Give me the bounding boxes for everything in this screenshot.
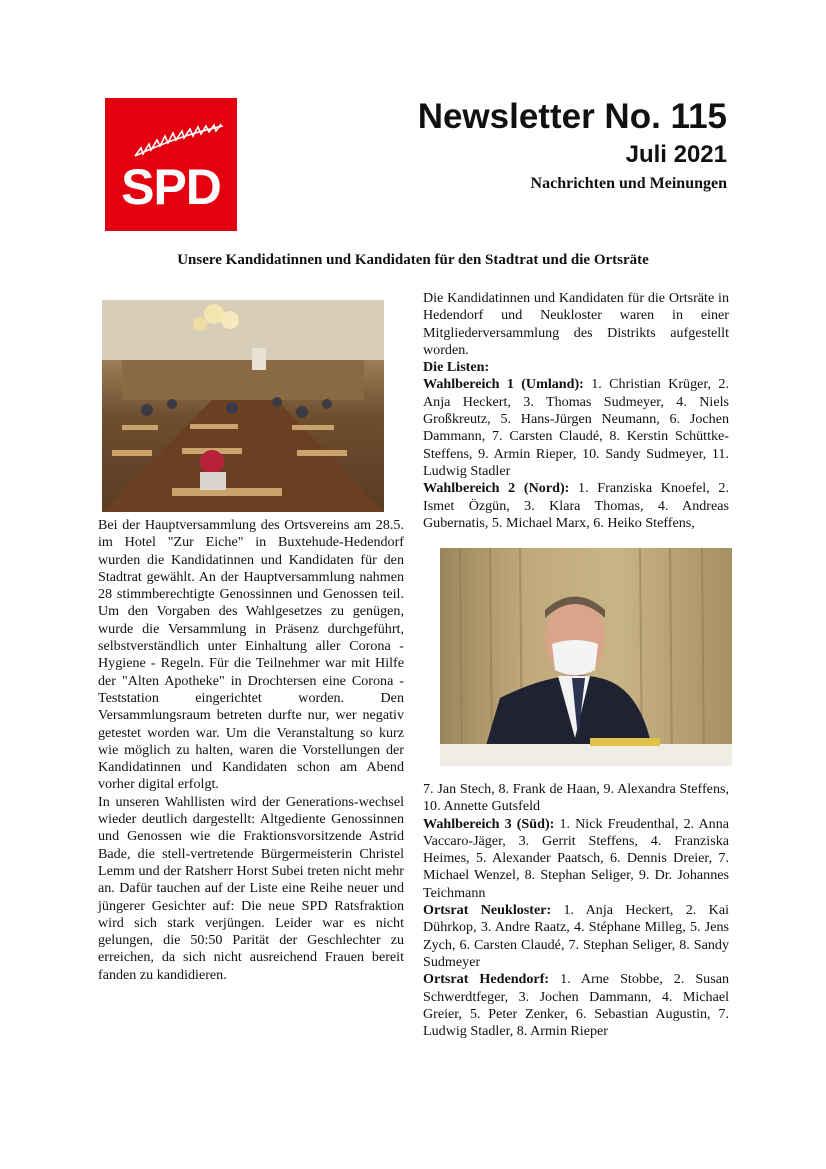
ortsrat-hedendorf-names: 1. Arne Stobbe, 2. Susan Schwerdtfeger, 3. Jochen Dammann, 4. Michael Greier, 5. Peter Zenker, 6. Sebastian Augustin, 7. Ludwig Stadler, 8. Armin Rieper <box>423 971 729 1040</box>
article-headline: Unsere Kandidatinnen und Kandidaten für den Stadtrat und die Ortsräte <box>177 252 649 268</box>
ortsrat-hedendorf <box>423 971 729 1040</box>
wahlbereich-1-names: 1. Christian Krüger, 2. Anja Heckert, 3. Thomas Sudmeyer, 4. Niels Großkreutz, 5. Hans-Jürgen Neumann, 6. Jochen Dammann, 7. Carsten Claudé, 8. Kerstin Schüttke-Steffens, 9. Armin Rieper, 10. Sandy Sudmeyer, 11. Ludwig Stadler <box>423 376 729 479</box>
ortsrat-neukloster-names: 1. Anja Heckert, 2. Kai Dührkop, 3. Andre Raatz, 4. Stéphane Milleg, 5. Jens Zych, 6. Carsten Claudé, 7. Stephan Seliger, 8. Sandy Sudmeyer <box>423 902 729 970</box>
wahlbereich-3-label: Wahlbereich 3 (Süd): <box>423 815 555 832</box>
lists-heading: Die Listen: <box>423 359 490 376</box>
newsletter-date: Juli 2021 <box>625 141 727 168</box>
ortsrat-neukloster-label: Ortsrat Neukloster: <box>423 902 552 919</box>
wahlbereich-2-continued: 7. Jan Stech, 8. Frank de Haan, 9. Alexandra Steffens, 10. Annette Gutsfeld <box>423 781 729 815</box>
ortsrat-hedendorf-label: Ortsrat Hedendorf: <box>423 971 550 988</box>
right-column-top <box>423 290 729 532</box>
man-with-mask-photo <box>440 548 732 766</box>
right-column-bottom <box>423 781 729 1040</box>
wahlbereich-2-names: 1. Franziska Knoefel, 2. Ismet Özgün, 3. Klara Thomas, 4. Andreas Gubernatis, 5. Michael Marx, 6. Heiko Steffens, <box>423 480 729 531</box>
wahlbereich-1 <box>423 376 729 480</box>
wahlbereich-3-names: 1. Nick Freudenthal, 2. Anna Vaccaro-Jäger, 3. Gerrit Steffens, 4. Franziska Heimes, 5. Alexander Paatsch, 6. Dennis Dreier, 7. Michael Wenzel, 8. Stephan Seliger, 9. Dr. Johannes Teichmann <box>423 815 730 901</box>
logo-text: SPD <box>121 159 221 215</box>
newsletter-title: Newsletter No. 115 <box>417 97 727 136</box>
ortsrat-neukloster <box>423 902 729 971</box>
wahlbereich-3 <box>423 816 729 902</box>
spd-logo <box>105 98 237 231</box>
meeting-hall-photo <box>102 300 384 512</box>
wahlbereich-2 <box>423 480 729 532</box>
newsletter-subtitle: Nachrichten und Meinungen <box>530 175 727 192</box>
ortsraete-intro: Die Kandidatinnen und Kandidaten für die Ortsräte in Hedendorf und Neukloster waren in einer Mitgliederversammlung des Distrikts aufgestellt worden. <box>423 290 729 358</box>
wahlbereich-2-label: Wahlbereich 2 (Nord): <box>423 480 570 497</box>
article-paragraph-2: In unseren Wahllisten wird der Generations-wechsel wieder deutlich dargestellt: Altgediente Genossinnen und Genossen wie die Fraktionsvorsitzende Astrid Bade, die stell-vertretende Bürgermeisterin Christel Lemm und der Ratsherr Horst Subei treten nicht mehr an. Dafür tauchen auf der Liste eine Reihe neuer und jüngerer Gesichter auf: Die neue SPD Ratsfraktion wird sich stark verjüngen. Leider war es nicht gelungen, die 50:50 Parität der Geschlechter zu erreichen, da sich nicht ausreichend Frauen bereit fanden zu kandidieren. <box>98 793 404 983</box>
left-column <box>98 517 404 984</box>
article-paragraph-1: Bei der Hauptversammlung des Ortsvereins am 28.5. im Hotel "Zur Eiche" in Buxtehude-Hedendorf wurden die Kandidatinnen und Kandidaten für den Stadtrat gewählt. An der Hauptversammlung nahmen 28 stimmberechtigte Genossinnen und Genossen teil. Um den Vorgaben des Wahlgesetzes zu genügen, wurde die Versammlung in Präsenz durchgeführt, selbstverständlich unter Einhaltung aller Corona - Hygiene - Regeln. Für die Teilnehmer war mit Hilfe der "Alten Apotheke" in Drochtersen eine Corona - Teststation eingerichtet worden. Den Versammlungsraum betreten durfte nur, wer negativ getestet worden war. Um die Veranstaltung so kurz wie möglich zu halten, waren die Vorstellungen der Kandidatinnen und Kandidaten schon am Abend vorher digital erfolgt. <box>98 517 404 793</box>
wahlbereich-1-label: Wahlbereich 1 (Umland): <box>423 376 584 393</box>
